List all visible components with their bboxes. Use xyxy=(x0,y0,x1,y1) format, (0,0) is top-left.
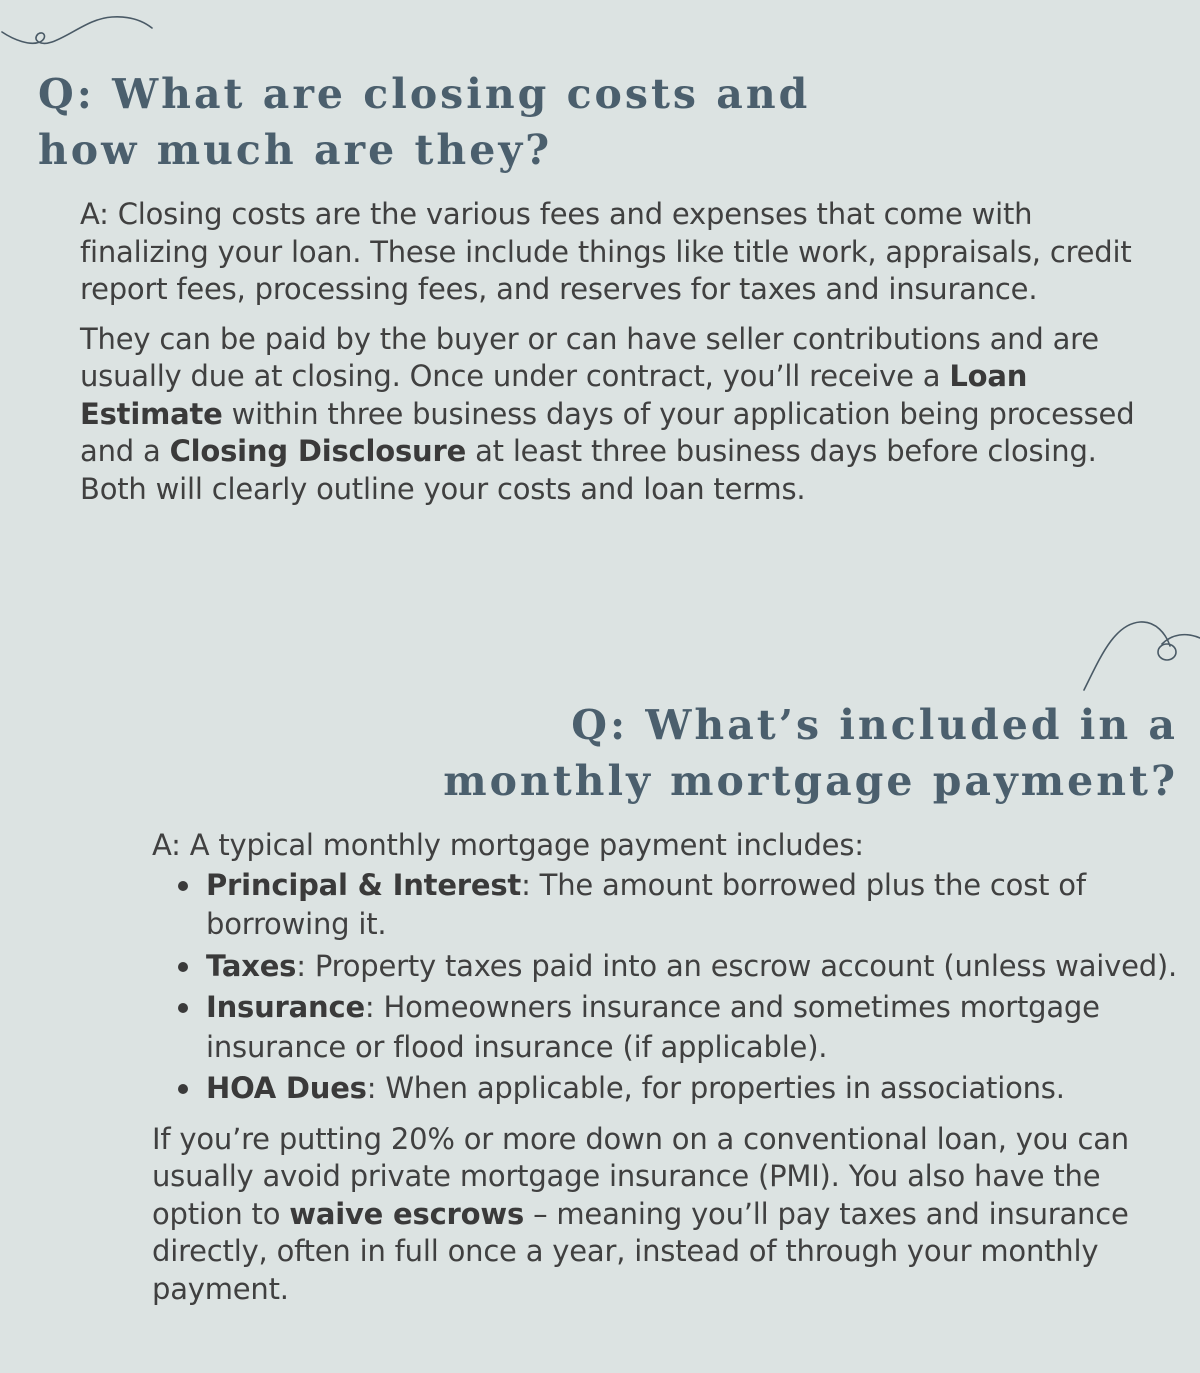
answer-paragraph xyxy=(80,321,1160,509)
list-item xyxy=(152,947,1192,987)
answer-text: – meaning you’ll pay taxes and insurance directly, often in full once a year, instead of through your monthly payment. xyxy=(152,1196,1129,1306)
closing-disclosure-term: Closing Disclosure xyxy=(169,434,467,468)
list-item xyxy=(152,988,1192,1067)
bullet-icon xyxy=(178,1003,188,1013)
question-closing-costs: Q: What are closing costs and how much are they? xyxy=(38,70,811,174)
bullet-icon xyxy=(178,962,188,972)
answer-text: They can be paid by the buyer or can have seller contributions and are usually due at closing. Once under contract, you’ll receive a xyxy=(80,321,1099,393)
waive-escrows-term: waive escrows xyxy=(289,1196,525,1231)
swirl-ornament-right-icon xyxy=(1080,618,1200,693)
list-item-term: Insurance xyxy=(206,990,365,1024)
list-item xyxy=(152,866,1192,945)
answer-paragraph: A: Closing costs are the various fees and expenses that come with finalizing your loan. These include things like title work, appraisals, credit report fees, processing fees, and reserves for taxes and insurance. xyxy=(80,197,1132,306)
answer-text: at least three business days before closing. Both will clearly outline your costs and loan terms. xyxy=(80,434,1097,506)
loan-estimate-term: Loan Estimate xyxy=(80,359,1028,431)
question-monthly-payment: Q: What’s included in a monthly mortgage payment? xyxy=(443,701,1178,805)
answer-text: within three business days of your application being processed and a xyxy=(80,396,1135,468)
list-item-term: Taxes xyxy=(206,948,297,983)
answer-closing-costs xyxy=(80,196,1160,508)
list-item-text: : When applicable, for properties in associations. xyxy=(366,1071,1065,1105)
list-item-text: : Homeowners insurance and sometimes mortgage insurance or flood insurance (if applicable). xyxy=(206,990,1100,1064)
list-item-text: : The amount borrowed plus the cost of borrowing it. xyxy=(206,867,1086,941)
list-item-term: HOA Dues xyxy=(206,1071,367,1105)
answer-intro: A: A typical monthly mortgage payment includes: xyxy=(152,828,864,862)
answer-monthly-payment xyxy=(152,827,1192,1308)
answer-paragraph xyxy=(152,1121,1192,1309)
swirl-ornament-top-left-icon xyxy=(0,10,160,60)
list-item-text: : Property taxes paid into an escrow account (unless waived). xyxy=(296,948,1178,983)
bullet-icon xyxy=(178,881,188,891)
payment-components-list xyxy=(152,866,1192,1109)
list-item xyxy=(152,1069,1192,1109)
list-item-term: Principal & Interest xyxy=(206,867,522,902)
answer-text: If you’re putting 20% or more down on a conventional loan, you can usually avoid private mortgage insurance (PMI). You also have the option to xyxy=(152,1121,1129,1231)
bullet-icon xyxy=(178,1084,188,1094)
